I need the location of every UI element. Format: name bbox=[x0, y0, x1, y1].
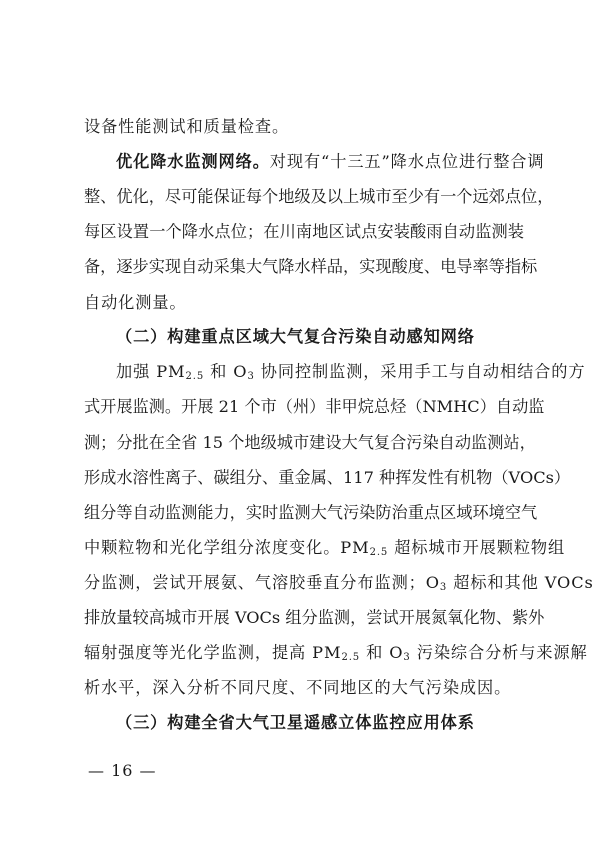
text-line: 排放量较高城市开展 VOCs 组分监测，尝试开展氮氧化物、紫外 bbox=[84, 608, 545, 627]
text-run: 加强 PM bbox=[116, 362, 186, 381]
text-line: 每区设置一个降水点位；在川南地区试点安装酸雨自动监测装 bbox=[84, 222, 524, 241]
paragraph-line bbox=[84, 538, 566, 558]
paragraph-line bbox=[84, 152, 545, 172]
text-line: 形成水溶性离子、碳组分、重金属、117 种挥发性有机物（VOCs） bbox=[84, 468, 571, 487]
text-run: 和 O bbox=[360, 643, 404, 662]
text-run: 中颗粒物和光化学组分浓度变化。PM bbox=[84, 538, 370, 557]
subscript: 3 bbox=[439, 582, 448, 593]
text-line: 整、优化，尽可能保证每个地级及以上城市至少有一个远郊点位， bbox=[84, 187, 554, 206]
subscript: 3 bbox=[403, 652, 411, 663]
paragraph-line bbox=[84, 573, 594, 593]
paragraph-line bbox=[84, 362, 586, 382]
subscript: 3 bbox=[247, 371, 255, 382]
page-number: — 16 — bbox=[88, 761, 157, 780]
subscript: 2.5 bbox=[185, 371, 205, 382]
text-run: 和 O bbox=[204, 362, 248, 381]
text-line: 析水平，深入分析不同尺度、不同地区的大气污染成因。 bbox=[84, 678, 512, 697]
text-run: 超标城市开展颗粒物组 bbox=[388, 538, 566, 557]
bold-lead: 优化降水监测网络。 bbox=[116, 152, 270, 171]
section-heading-2: （二）构建重点区域大气复合污染自动感知网络 bbox=[116, 327, 475, 346]
text-run: 对现有“十三五”降水点位进行整合调 bbox=[269, 152, 545, 171]
text-line: 组分等自动监测能力，实时监测大气污染防治重点区域环境空气 bbox=[84, 503, 538, 522]
text-line: 备，逐步实现自动采集大气降水样品，实现酸度、电导率等指标 bbox=[84, 257, 538, 276]
text-line: 测；分批在全省 15 个地级城市建设大气复合污染自动监测站， bbox=[84, 433, 536, 452]
subscript: 2.5 bbox=[341, 652, 361, 663]
text-line: 设备性能测试和质量检查。 bbox=[84, 117, 290, 136]
text-line: 式开展监测。开展 21 个市（州）非甲烷总烃（NMHC）自动监 bbox=[84, 397, 545, 416]
text-run: 超标和其他 VOCs bbox=[447, 573, 594, 592]
text-run: 协同控制监测，采用手工与自动相结合的方 bbox=[254, 362, 586, 381]
subscript: 2.5 bbox=[369, 547, 389, 558]
text-run: 污染综合分析与来源解 bbox=[410, 643, 588, 662]
text-run: 辐射强度等光化学监测，提高 PM bbox=[84, 643, 342, 662]
paragraph-line bbox=[84, 643, 588, 663]
section-heading-3: （三）构建全省大气卫星遥感立体监控应用体系 bbox=[116, 713, 475, 732]
text-run: 分监测，尝试开展氨、气溶胶垂直分布监测；O bbox=[84, 573, 440, 592]
text-line: 自动化测量。 bbox=[84, 293, 187, 312]
